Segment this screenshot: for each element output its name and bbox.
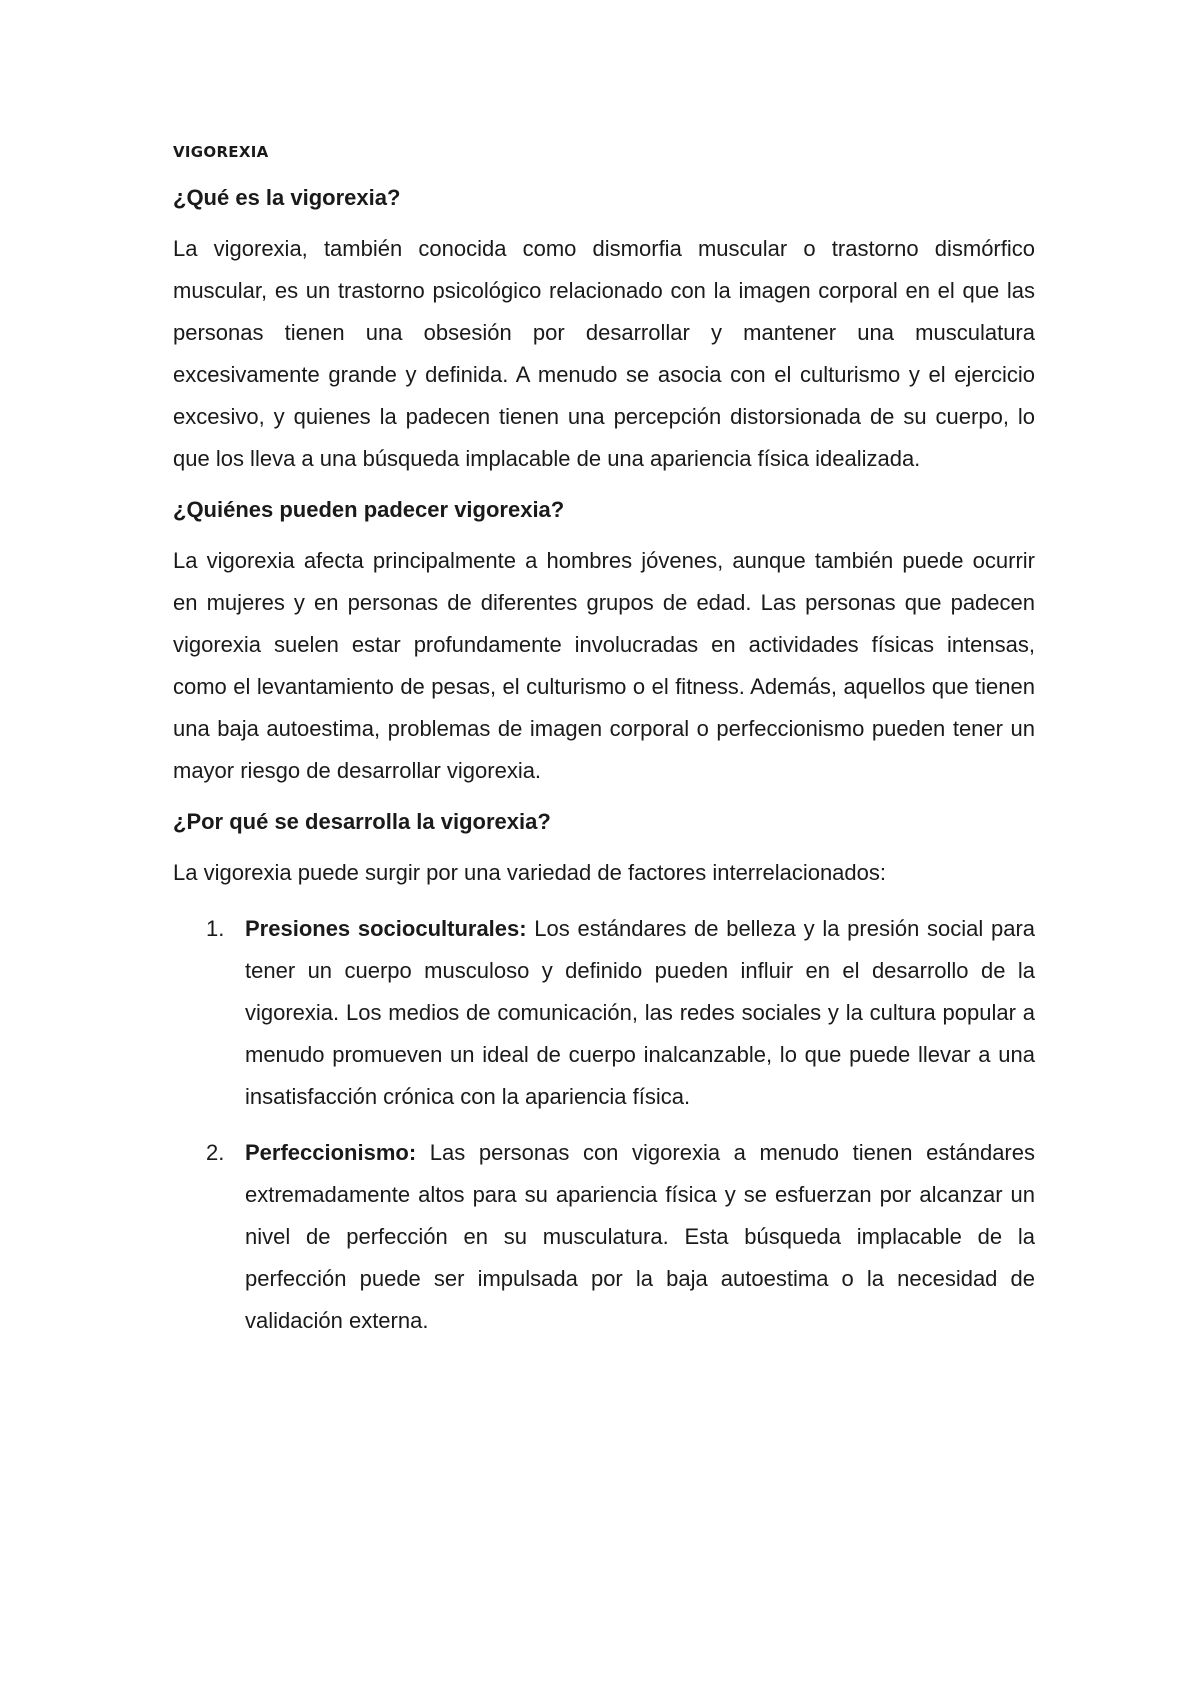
section-paragraph: La vigorexia puede surgir por una variedad de factores interrelacionados: (173, 860, 886, 885)
list-term: Perfeccionismo: (245, 1140, 417, 1165)
factors-list (173, 908, 1035, 1342)
list-number: 1. (206, 916, 225, 941)
section-heading: ¿Por qué se desarrolla la vigorexia? (173, 809, 551, 834)
section-what-is (173, 182, 1035, 480)
section-paragraph: La vigorexia afecta principalmente a hombres jóvenes, aunque también puede ocurrir en mujeres y en personas de diferentes grupos de edad. Las personas que padecen vigorexia suelen estar profundamente involucradas en actividades físicas intensas, como el levantamiento de pesas, el culturismo o el fitness. Además, aquellos que tienen una baja autoestima, problemas de imagen corporal o perfeccionismo pueden tener un mayor riesgo de desarrollar vigorexia. (173, 548, 1035, 783)
section-paragraph: La vigorexia, también conocida como dismorfia muscular o trastorno dismórfico muscular, es un trastorno psicológico relacionado con la imagen corporal en el que las personas tienen una obsesión por desarrollar y mantener una musculatura excesivamente grande y definida. A menudo se asocia con el culturismo y el ejercicio excesivo, y quienes la padecen tienen una percepción distorsionada de su cuerpo, lo que los lleva a una búsqueda implacable de una apariencia física idealizada. (173, 236, 1035, 471)
list-term: Presiones socioculturales: (245, 916, 527, 941)
list-text: Las personas con vigorexia a menudo tienen estándares extremadamente altos para su apariencia física y se esfuerzan por alcanzar un nivel de perfección en su musculatura. Esta búsqueda implacable de la perfección puede ser impulsada por la baja autoestima o la necesidad de validación externa. (245, 1140, 1035, 1333)
list-item (173, 1132, 1035, 1342)
section-why (173, 806, 1035, 1342)
section-heading: ¿Quiénes pueden padecer vigorexia? (173, 497, 565, 522)
document-page (173, 140, 1035, 1356)
document-title: VIGOREXIA (173, 143, 269, 161)
list-item (173, 908, 1035, 1118)
list-number: 2. (206, 1140, 225, 1165)
section-heading: ¿Qué es la vigorexia? (173, 185, 401, 210)
section-who (173, 494, 1035, 792)
list-text: Los estándares de belleza y la presión social para tener un cuerpo musculoso y definido pueden influir en el desarrollo de la vigorexia. Los medios de comunicación, las redes sociales y la cultura popular a menudo promueven un ideal de cuerpo inalcanzable, lo que puede llevar a una insatisfacción crónica con la apariencia física. (245, 916, 1035, 1109)
